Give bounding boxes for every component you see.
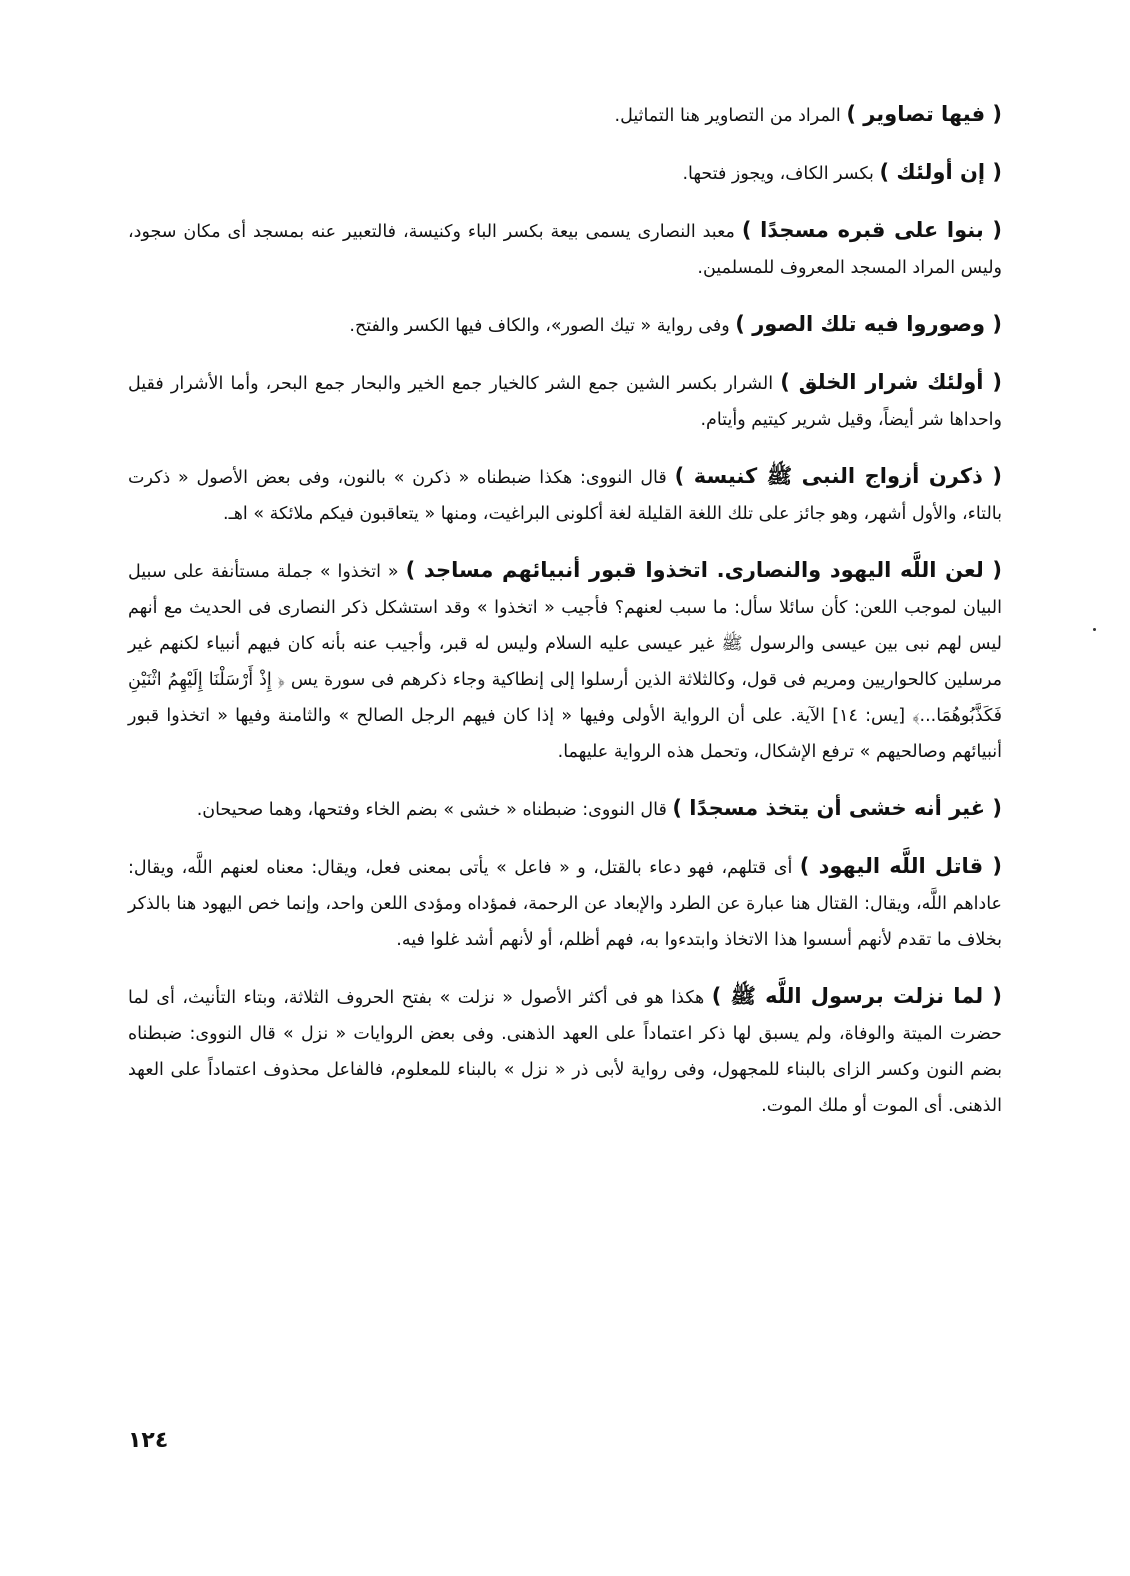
lemma-heading: ( بنوا على قبره مسجدًا ) xyxy=(741,218,1003,242)
paragraph-1 xyxy=(128,96,1002,134)
paragraph-7 xyxy=(128,552,1002,770)
lemma-heading: ( أولئك شرار الخلق ) xyxy=(780,370,1002,394)
paragraph-6 xyxy=(128,458,1002,532)
scan-speck xyxy=(1093,628,1096,631)
paragraph-text: الشرار بكسر الشين جمع الشر كالخيار جمع الخير والبحار جمع البحر، وأما الأشرار فقيل واحداها شر أيضاً، وقيل شرير كيتيم وأيتام. xyxy=(128,374,1002,430)
paragraph-text: هكذا هو فى أكثر الأصول « نزلت » بفتح الحروف الثلاثة، وبتاء التأنيث، أى لما حضرت الميتة والوفاة، ولم يسبق لها ذكر اعتماداً على العهد الذهنى. وفى بعض الروايات « نزل » قال النووى: ضبطناه بضم النون وكسر الزاى بالبناء للمجهول، وفى رواية لأبى ذر « نزل » بالبناء للمعلوم، فالفاعل محذوف اعتماداً على العهد الذهنى. أى الموت أو ملك الموت. xyxy=(128,988,1002,1116)
paragraph-4 xyxy=(128,306,1002,344)
paragraph-text: بكسر الكاف، ويجوز فتحها. xyxy=(682,164,880,184)
lemma-heading: ( غير أنه خشى أن يتخذ مسجدًا ) xyxy=(672,796,1002,820)
paragraph-3 xyxy=(128,212,1002,286)
lemma-heading: ( إن أولئك ) xyxy=(879,160,1002,184)
page-number: ١٢٤ xyxy=(128,1428,169,1453)
lemma-heading: ( وصوروا فيه تلك الصور ) xyxy=(735,312,1002,336)
paragraph-10 xyxy=(128,978,1002,1124)
paragraph-2 xyxy=(128,154,1002,192)
lemma-heading: ( لما نزلت برسول اللَّه ﷺ ) xyxy=(711,984,1002,1008)
paragraph-text: المراد من التصاوير هنا التماثيل. xyxy=(614,106,847,126)
paragraph-text: قال النووى: هكذا ضبطناه « ذكرن » بالنون، وفى بعض الأصول « ذكرت بالتاء، والأول أشهر، وهو جائز على تلك اللغة القليلة لغة أكلونى البراغيت، ومنها « يتعاقبون فيكم ملائكة » اهـ. xyxy=(128,468,1002,524)
paragraph-text: أى قتلهم، فهو دعاء بالقتل، و « فاعل » يأتى بمعنى فعل، ويقال: معناه لعنهم اللَّه، ويقال: عاداهم اللَّه، ويقال: القتال هنا عبارة عن الطرد والإبعاد عن الرحمة، فمؤداه ومؤدى اللعن واحد، وإنما خص اليهود هنا بالذكر بخلاف ما تقدم لأنهم أسسوا هذا الاتخاذ وابتدءوا به، فهم أظلم، أو لأنهم أشد غلوا فيه. xyxy=(128,858,1002,950)
paragraph-text: « اتخذوا » جملة مستأنفة على سبيل البيان لموجب اللعن: كأن سائلا سأل: ما سبب لعنهم؟ فأجيب « اتخذوا » وقد استشكل ذكر النصارى فى الحديث مع أنهم ليس لهم نبى بين عيسى والرسول ﷺ غير عيسى عليه السلام وليس له قبر، وأجيب عنه بأنه كان فيهم أنبياء لكنهم غير مرسلين كالحواريين ومريم فى قول، وكالثلاثة الذين أرسلوا إلى إنطاكية وجاء ذكرهم فى سورة يس ﴿ إِذْ أَرْسَلْنَا إِلَيْهِمُ اثْنَيْنِ فَكَذَّبُوهُمَا...﴾ [يس: ١٤] الآية. على أن الرواية الأولى وفيها « إذا كان فيهم الرجل الصالح » والثامنة وفيها « اتخذوا قبور أنبيائهم وصالحيهم » ترفع الإشكال، وتحمل هذه الرواية عليهما. xyxy=(128,562,1003,762)
lemma-heading: ( قاتل اللَّه اليهود ) xyxy=(799,854,1002,878)
paragraph-5 xyxy=(128,364,1002,438)
lemma-heading: ( فيها تصاوير ) xyxy=(846,102,1002,126)
paragraph-text: معبد النصارى يسمى بيعة بكسر الباء وكنيسة، فالتعبير عنه بمسجد أى مكان سجود، وليس المراد المسجد المعروف للمسلمين. xyxy=(128,222,1002,278)
lemma-heading: ( لعن اللَّه اليهود والنصارى. اتخذوا قبور أنبيائهم مساجد ) xyxy=(405,558,1002,582)
paragraph-9 xyxy=(128,848,1002,958)
lemma-heading: ( ذكرن أزواج النبى ﷺ كنيسة ) xyxy=(674,464,1002,488)
paragraph-8 xyxy=(128,790,1002,828)
paragraph-text: وفى رواية « تيك الصور»، والكاف فيها الكسر والفتح. xyxy=(349,316,736,336)
paragraph-text: قال النووى: ضبطناه « خشى » بضم الخاء وفتحها، وهما صحيحان. xyxy=(196,800,673,820)
